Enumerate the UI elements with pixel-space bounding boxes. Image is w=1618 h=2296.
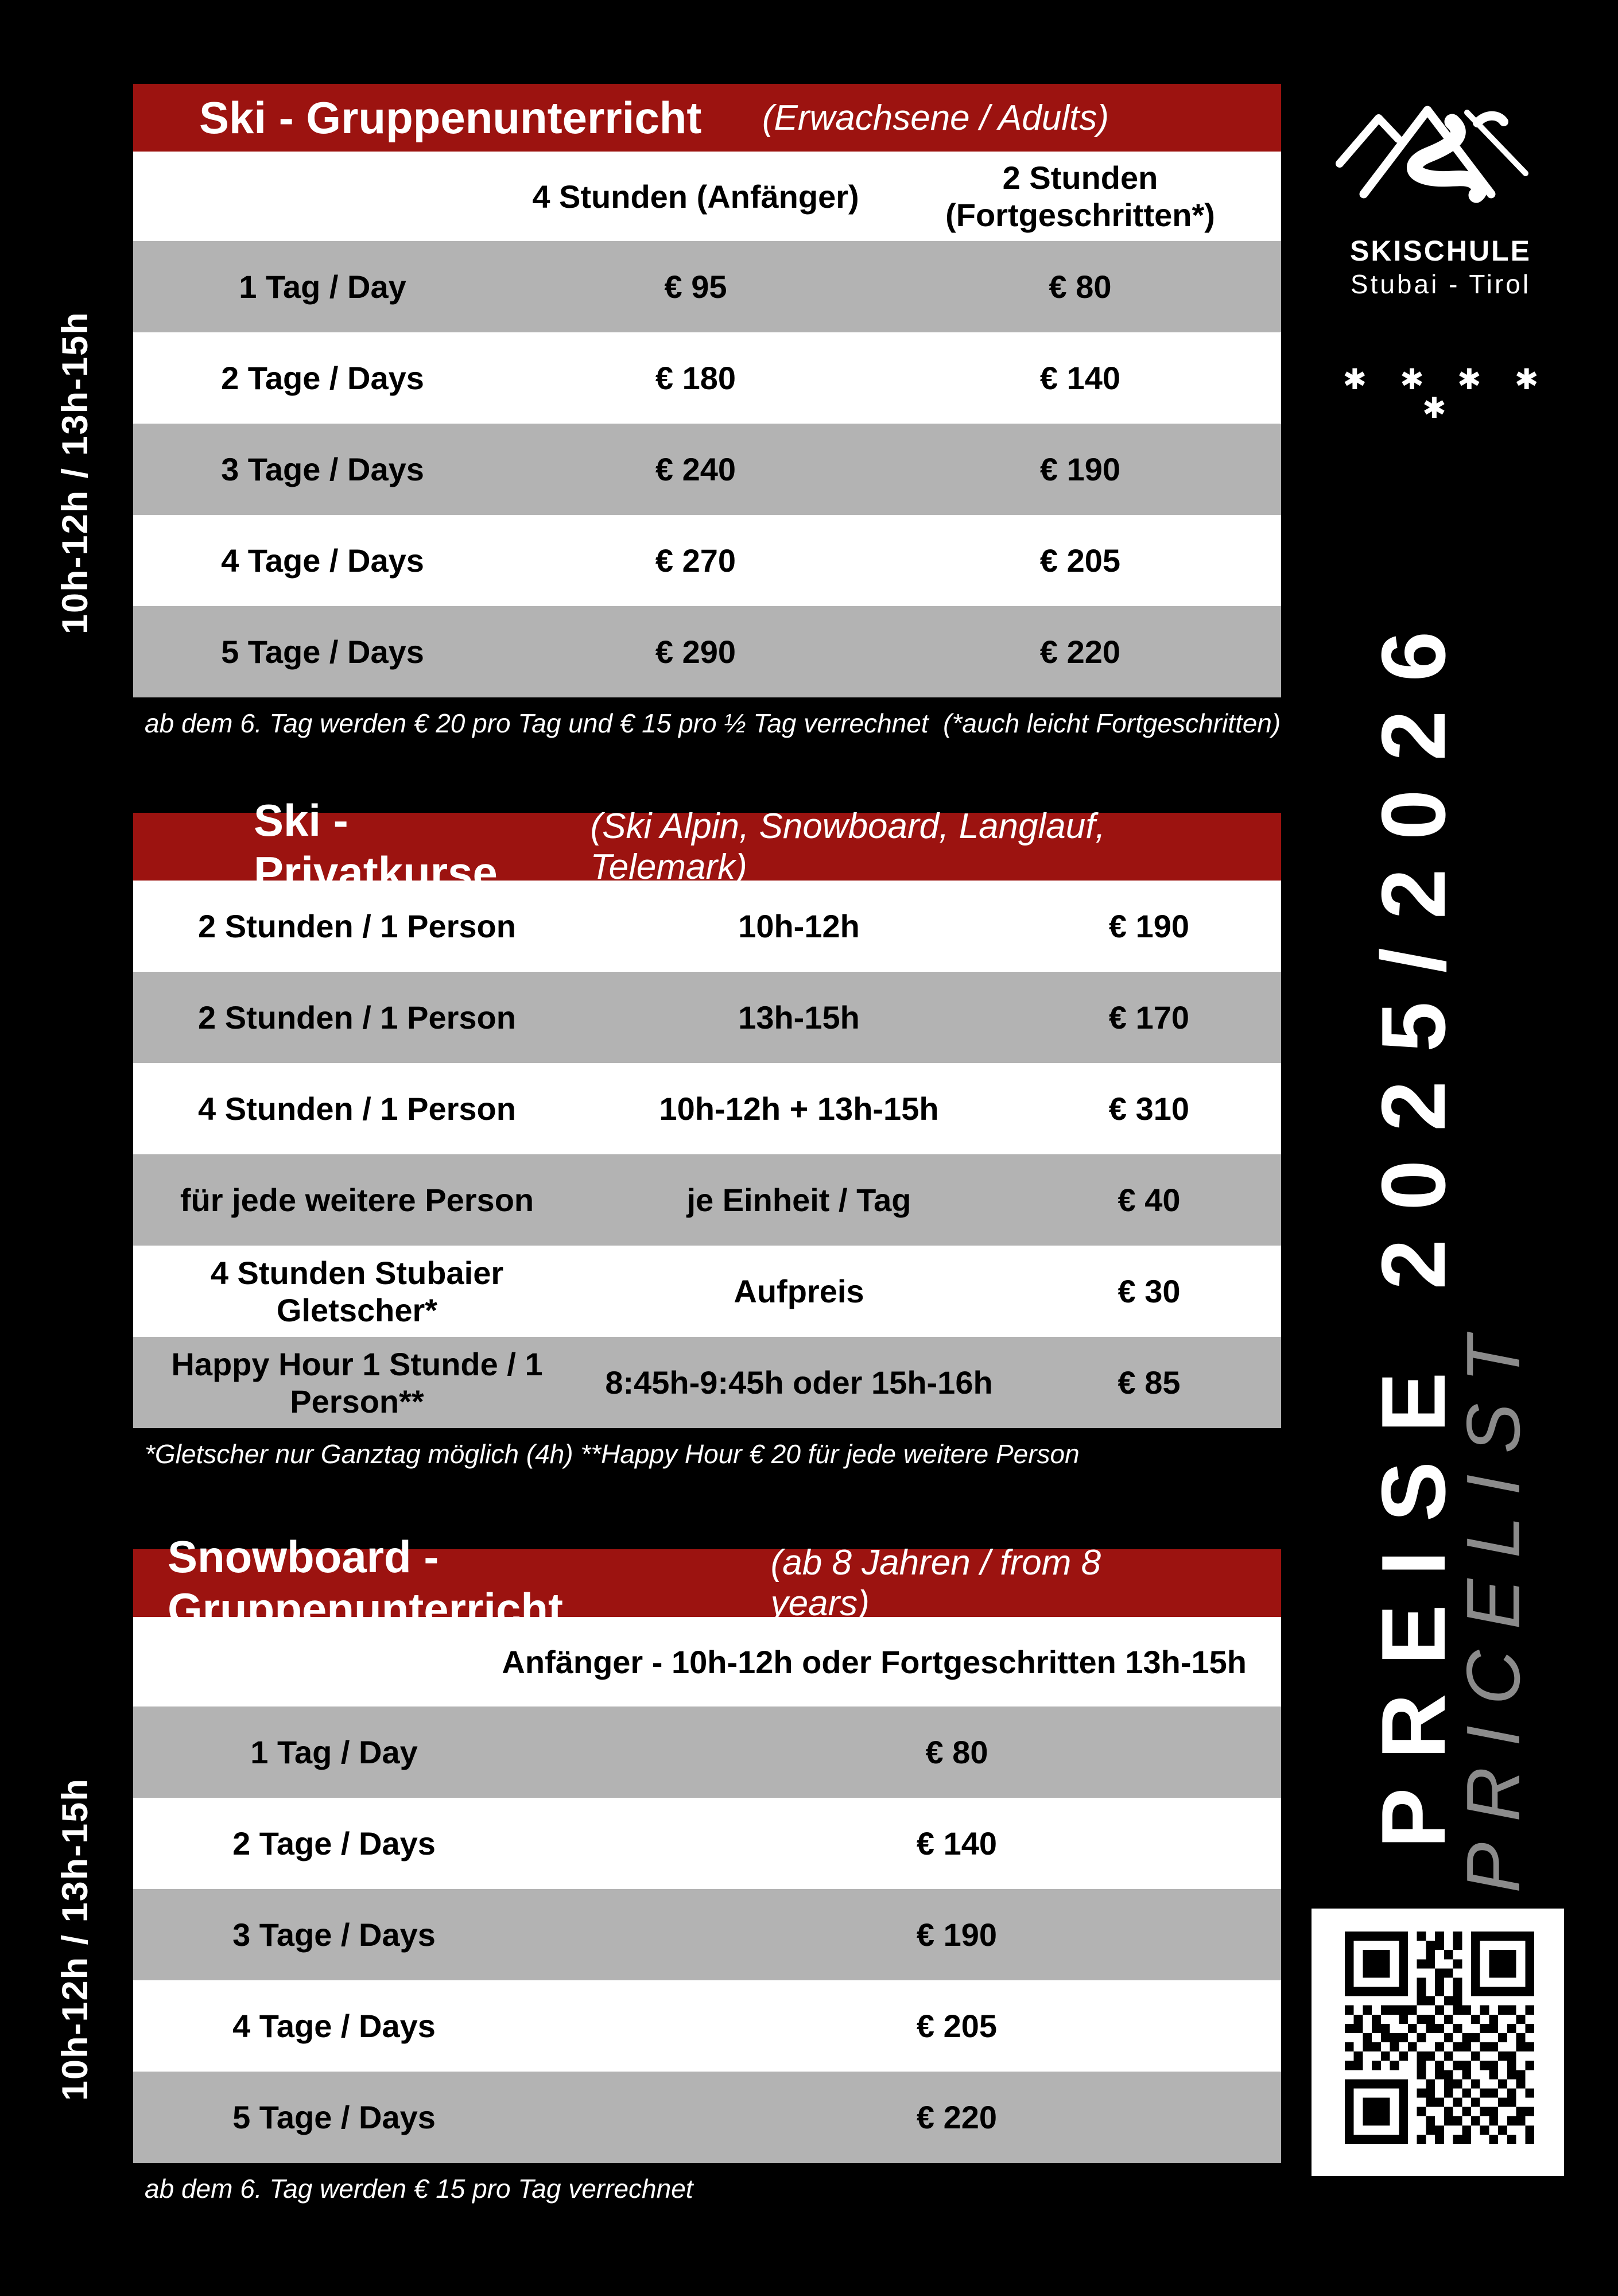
snowboard-group-course-table bbox=[133, 1531, 1281, 2204]
price-value: € 190 bbox=[1039, 451, 1121, 487]
price-row bbox=[133, 1246, 1281, 1337]
column-header-anfaenger: 4 Stunden (Anfänger) bbox=[532, 178, 859, 215]
time-range-label-bottom: 10h-12h / 13h-15h bbox=[55, 1778, 95, 2101]
price-value: € 190 bbox=[916, 1917, 998, 1953]
course-label: 1 Tag / Day bbox=[239, 269, 406, 305]
price-value: € 290 bbox=[655, 634, 736, 670]
table-header bbox=[133, 1531, 1281, 1634]
table-subtitle: (Ski Alpin, Snowboard, Langlauf, Telemark) bbox=[590, 806, 1105, 887]
time-value: 13h-15h bbox=[738, 999, 860, 1035]
course-label: für jede weitere Person bbox=[180, 1182, 534, 1218]
price-row bbox=[133, 1798, 1281, 1889]
price-value: € 180 bbox=[655, 360, 736, 396]
price-row bbox=[133, 1889, 1281, 1980]
column-header-row bbox=[133, 152, 1281, 241]
price-row bbox=[133, 606, 1281, 697]
table-footnote: *Gletscher nur Ganztag möglich (4h) **Happy Hour € 20 für jede weitere Person bbox=[145, 1439, 1080, 1469]
qr-code bbox=[1312, 1909, 1564, 2176]
price-value: € 85 bbox=[1118, 1364, 1181, 1401]
price-value: € 205 bbox=[916, 2008, 998, 2044]
price-value: € 270 bbox=[655, 542, 736, 579]
price-value: € 310 bbox=[1108, 1091, 1190, 1127]
price-row bbox=[133, 1980, 1281, 2072]
five-stars-icon: ✱ ✱ ✱ ✱ ✱ bbox=[1342, 363, 1551, 424]
brand-name: SKISCHULE bbox=[1350, 235, 1531, 267]
column-header-fortgeschritten: 2 Stunden (Fortgeschritten*) bbox=[945, 160, 1215, 233]
course-label: 5 Tage / Days bbox=[221, 634, 424, 670]
course-label: 5 Tage / Days bbox=[232, 2099, 436, 2135]
time-range-label-top: 10h-12h / 13h-15h bbox=[55, 311, 95, 634]
time-value: 10h-12h bbox=[738, 908, 860, 944]
time-value: je Einheit / Tag bbox=[686, 1182, 911, 1218]
price-value: € 240 bbox=[655, 451, 736, 487]
table-subtitle: (Erwachsene / Adults) bbox=[762, 98, 1109, 138]
brand-region: Stubai - Tirol bbox=[1350, 269, 1531, 299]
skischule-mountain-logo bbox=[1333, 86, 1550, 210]
course-label: 4 Tage / Days bbox=[232, 2008, 436, 2044]
price-value: € 80 bbox=[925, 1734, 988, 1770]
table-title: Snowboard - Gruppenunterricht bbox=[168, 1531, 564, 1634]
table-subtitle: (ab 8 Jahren / from 8 years) bbox=[770, 1543, 1101, 1623]
price-value: € 95 bbox=[664, 269, 727, 305]
course-label: Happy Hour 1 Stunde / 1 Person** bbox=[171, 1345, 543, 1420]
price-value: € 220 bbox=[1039, 634, 1121, 670]
price-value: € 170 bbox=[1108, 999, 1190, 1035]
price-value: € 205 bbox=[1039, 542, 1121, 579]
table-title: Ski - Privatkurse bbox=[254, 795, 498, 898]
price-value: € 140 bbox=[916, 1825, 998, 1861]
time-value: 10h-12h + 13h-15h bbox=[659, 1091, 939, 1127]
price-row bbox=[133, 2072, 1281, 2163]
ski-tip-hook-icon bbox=[1477, 116, 1504, 123]
price-value: € 30 bbox=[1118, 1273, 1181, 1309]
course-label: 4 Tage / Days bbox=[221, 542, 424, 579]
price-value: € 40 bbox=[1118, 1182, 1181, 1218]
price-value: € 220 bbox=[916, 2099, 998, 2135]
table-header bbox=[133, 84, 1281, 152]
price-row bbox=[133, 972, 1281, 1063]
table-header bbox=[133, 795, 1281, 898]
course-label: 4 Stunden / 1 Person bbox=[198, 1091, 516, 1127]
course-label: 2 Stunden / 1 Person bbox=[198, 908, 516, 944]
time-value: 8:45h-9:45h oder 15h-16h bbox=[605, 1364, 993, 1401]
course-label: 4 Stunden Stubaier Gletscher* bbox=[210, 1254, 504, 1328]
course-label: 2 Tage / Days bbox=[232, 1825, 436, 1861]
price-row bbox=[133, 1063, 1281, 1154]
price-row bbox=[133, 1154, 1281, 1246]
time-value: Aufpreis bbox=[734, 1273, 864, 1309]
course-label: 3 Tage / Days bbox=[232, 1917, 436, 1953]
column-header-row: Anfänger - 10h-12h oder Fortgeschritten 13h-15h bbox=[133, 1617, 1281, 1707]
price-row bbox=[133, 424, 1281, 515]
price-row bbox=[133, 1337, 1281, 1428]
price-row bbox=[133, 515, 1281, 606]
preise-season-banner: PREISE 2025/2026 bbox=[1363, 602, 1464, 1848]
ski-group-course-table bbox=[133, 84, 1281, 739]
table-title: Ski - Gruppenunterricht bbox=[199, 92, 702, 143]
table-footnote: ab dem 6. Tag werden € 15 pro Tag verrechnet bbox=[145, 2174, 693, 2204]
price-row bbox=[133, 332, 1281, 424]
pricelist-banner: PRICELIST bbox=[1451, 1315, 1535, 1893]
table-footnote: ab dem 6. Tag werden € 20 pro Tag und € 15 pro ½ Tag verrechnet (*auch leicht Fortgeschritten) bbox=[145, 708, 1281, 738]
course-label: 1 Tag / Day bbox=[250, 1734, 418, 1770]
course-label: 2 Stunden / 1 Person bbox=[198, 999, 516, 1035]
course-label: 3 Tage / Days bbox=[221, 451, 424, 487]
price-row bbox=[133, 241, 1281, 332]
price-row bbox=[133, 1707, 1281, 1798]
ski-private-course-table bbox=[133, 795, 1281, 1469]
price-value: € 80 bbox=[1049, 269, 1112, 305]
price-value: € 140 bbox=[1039, 360, 1121, 396]
course-label: 2 Tage / Days bbox=[221, 360, 424, 396]
price-value: € 190 bbox=[1108, 908, 1190, 944]
